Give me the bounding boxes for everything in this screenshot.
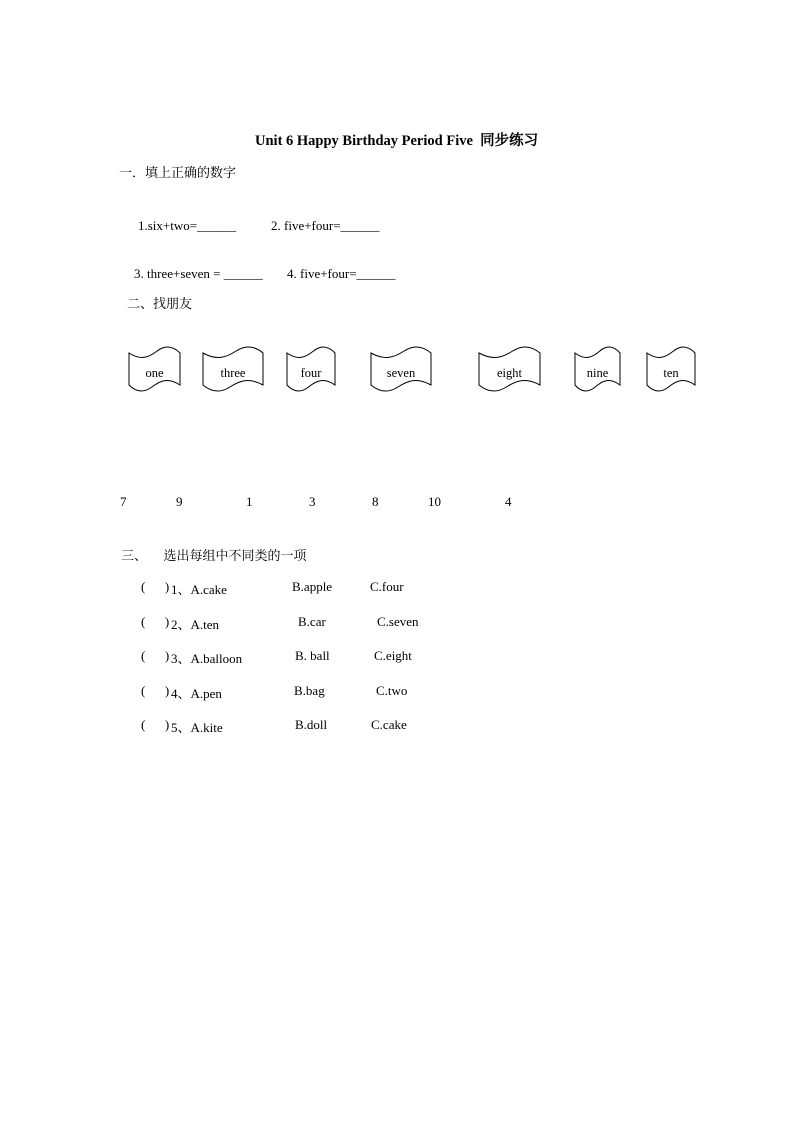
choice-c: C.two bbox=[376, 682, 408, 698]
number-item: 9 bbox=[176, 494, 183, 509]
word-card bbox=[202, 347, 264, 391]
choice-b: B.doll bbox=[295, 717, 328, 732]
card-word: eight bbox=[497, 366, 522, 380]
card-word: seven bbox=[386, 366, 416, 380]
choice-b: B. ball bbox=[295, 648, 330, 663]
choice-c: C.eight bbox=[374, 648, 412, 663]
choice-b: B.apple bbox=[292, 579, 333, 594]
fill-item-2: 2. five+four=______ bbox=[271, 218, 380, 233]
number-item: 10 bbox=[428, 494, 441, 509]
fill-item-4: 4. five+four=______ bbox=[287, 266, 396, 281]
card-word: nine bbox=[586, 366, 609, 380]
choice-c: C.cake bbox=[371, 717, 407, 732]
card-word: three bbox=[220, 366, 246, 380]
number-item: 1 bbox=[246, 494, 253, 509]
choice-num: 5、A.kite bbox=[171, 720, 223, 735]
word-card bbox=[574, 347, 621, 391]
section1-heading: 一．填上正确的数字 bbox=[119, 166, 237, 181]
choice-num: 4、A.pen bbox=[171, 685, 222, 701]
choice-c: C.seven bbox=[377, 613, 419, 629]
word-card bbox=[478, 347, 541, 391]
choice-b: B.bag bbox=[294, 682, 325, 698]
fill-item-1: 1.six+two=______ bbox=[138, 218, 237, 233]
number-item: 3 bbox=[309, 494, 316, 509]
word-card bbox=[128, 347, 181, 391]
choice-paren: ( ) bbox=[141, 717, 170, 732]
choice-paren: ( ) bbox=[141, 648, 170, 663]
word-card bbox=[646, 347, 696, 391]
choice-c: C.four bbox=[370, 579, 404, 594]
choice-paren: ( ) bbox=[141, 682, 170, 698]
choice-num: 2、A.ten bbox=[171, 616, 220, 632]
choice-num: 1、A.cake bbox=[171, 582, 227, 597]
choice-paren: ( ) bbox=[141, 613, 170, 629]
number-item: 7 bbox=[120, 494, 127, 509]
choice-num: 3、A.balloon bbox=[171, 651, 243, 666]
card-word: four bbox=[300, 366, 322, 380]
section3-heading: 三、 选出每组中不同类的一项 bbox=[121, 549, 307, 564]
card-word: one bbox=[145, 366, 164, 380]
word-card bbox=[370, 347, 432, 391]
word-card bbox=[286, 347, 336, 391]
page-title: Unit 6 Happy Birthday Period Five 同步练习 bbox=[255, 133, 539, 149]
fill-item-3: 3. three+seven = ______ bbox=[134, 266, 263, 281]
number-item: 4 bbox=[505, 494, 512, 509]
choice-paren: ( ) bbox=[141, 579, 170, 594]
number-item: 8 bbox=[372, 494, 379, 509]
section2-heading: 二、找朋友 bbox=[127, 297, 193, 312]
choice-b: B.car bbox=[298, 613, 326, 629]
card-word: ten bbox=[663, 366, 679, 380]
